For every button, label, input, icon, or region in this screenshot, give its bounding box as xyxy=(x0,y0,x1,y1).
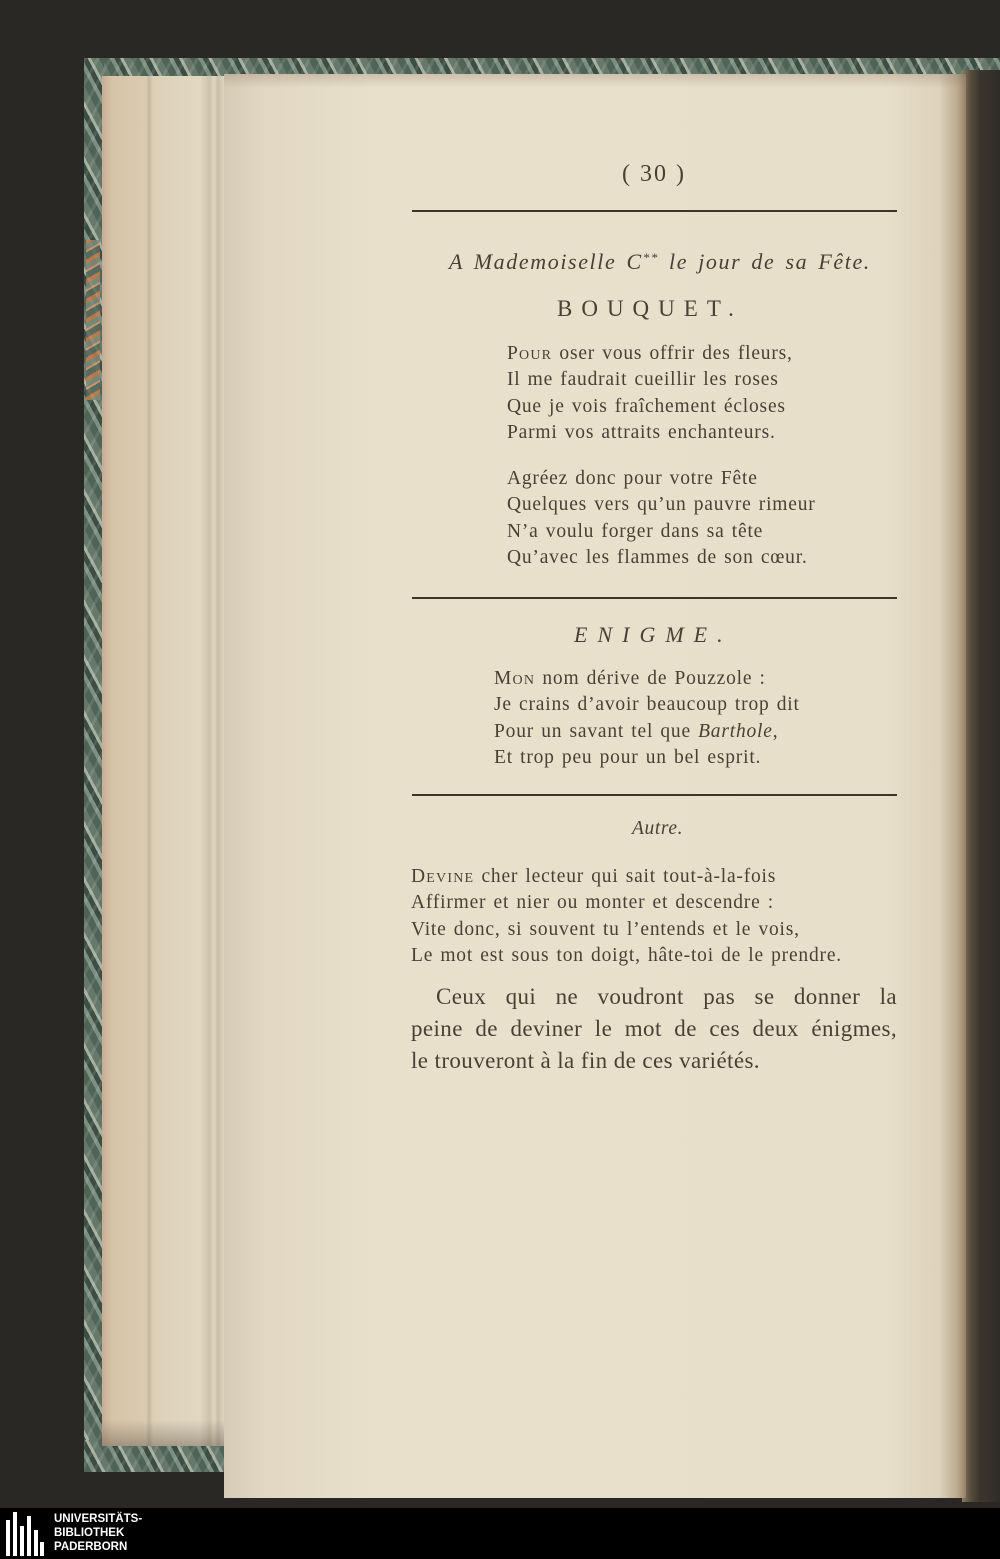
dedication-asterisks: ** xyxy=(642,250,659,265)
verse-line-text: nom dérive de Pouzzole : xyxy=(542,668,766,689)
enigme-stanza xyxy=(494,666,800,771)
verse-line: Quelques vers qu’un pauvre rimeur xyxy=(507,494,816,516)
verse-line xyxy=(494,719,800,745)
verse-line xyxy=(507,341,793,367)
verse-line xyxy=(494,666,800,692)
library-logo-text xyxy=(54,1512,142,1554)
page-stack-edges xyxy=(102,76,226,1446)
poem-title-enigme: ENIGME. xyxy=(574,622,733,647)
poem-title-bouquet: BOUQUET. xyxy=(557,296,743,321)
small-caps-lead-word: Mon xyxy=(494,668,536,689)
section-rule xyxy=(412,794,897,796)
verse-line: Et trop peu pour un bel esprit. xyxy=(494,746,762,768)
library-logo-line: PADERBORN xyxy=(54,1541,128,1553)
verse-line-text: Pour un savant tel que xyxy=(494,720,691,742)
verse-line-text: cher lecteur qui sait tout-à-la-fois xyxy=(481,866,777,887)
library-logo-line: UNIVERSITÄTS- xyxy=(54,1513,143,1525)
paragraph-line: Ceux qui ne voudront pas se donner la xyxy=(436,984,897,1009)
verse-line: Il me faudrait cueillir les roses xyxy=(507,369,779,391)
small-caps-lead-word: Pour xyxy=(507,343,553,364)
dedication-text: A Mademoiselle C xyxy=(449,249,643,274)
small-caps-lead-word: Devine xyxy=(411,866,475,887)
library-footer-bar xyxy=(0,1508,1000,1559)
library-logo-line: BIBLIOTHEK xyxy=(54,1527,125,1539)
book-cover-right-edge xyxy=(962,70,1000,1502)
dedication-heading xyxy=(449,247,871,277)
bouquet-stanza-1 xyxy=(507,341,793,446)
dedication-text: le jour de sa Fête. xyxy=(669,249,871,274)
italic-name-barthole: Barthole xyxy=(698,720,773,742)
page-top-shade xyxy=(224,74,966,88)
verse-line: Parmi vos attraits enchanteurs. xyxy=(507,421,776,443)
verse-line: Vite donc, si souvent tu l’entends et le vois, xyxy=(411,918,800,940)
autre-stanza xyxy=(411,864,842,969)
marble-orange-streak xyxy=(86,240,100,400)
poem-title-autre: Autre. xyxy=(632,818,684,839)
page-number: ( 30 ) xyxy=(622,161,686,187)
verse-line: Affirmer et nier ou monter et descendre : xyxy=(411,892,774,914)
verse-line: N’a voulu forger dans sa tête xyxy=(507,520,764,542)
verse-line: Je crains d’avoir beaucoup trop dit xyxy=(494,694,800,716)
verse-line xyxy=(411,864,842,890)
book-page xyxy=(224,74,966,1498)
verse-line: Qu’avec les flammes de son cœur. xyxy=(507,546,808,568)
verse-line: Que je vois fraîchement écloses xyxy=(507,395,786,417)
paragraph-line: le trouveront à la fin de ces variétés. xyxy=(411,1048,760,1073)
verse-line-text: oser vous offrir des fleurs, xyxy=(559,343,793,364)
verse-line: Le mot est sous ton doigt, hâte-toi de le prendre. xyxy=(411,944,842,966)
section-rule xyxy=(412,210,897,212)
paragraph-line: peine de deviner le mot de ces deux énigmes, xyxy=(411,1016,897,1041)
section-rule xyxy=(412,597,897,599)
verse-line: Agréez donc pour votre Fête xyxy=(507,468,758,489)
page-stack-shadow xyxy=(102,1420,226,1446)
verse-punctuation: , xyxy=(772,720,779,742)
bouquet-stanza-2 xyxy=(507,466,816,571)
library-logo-icon xyxy=(6,1512,44,1556)
